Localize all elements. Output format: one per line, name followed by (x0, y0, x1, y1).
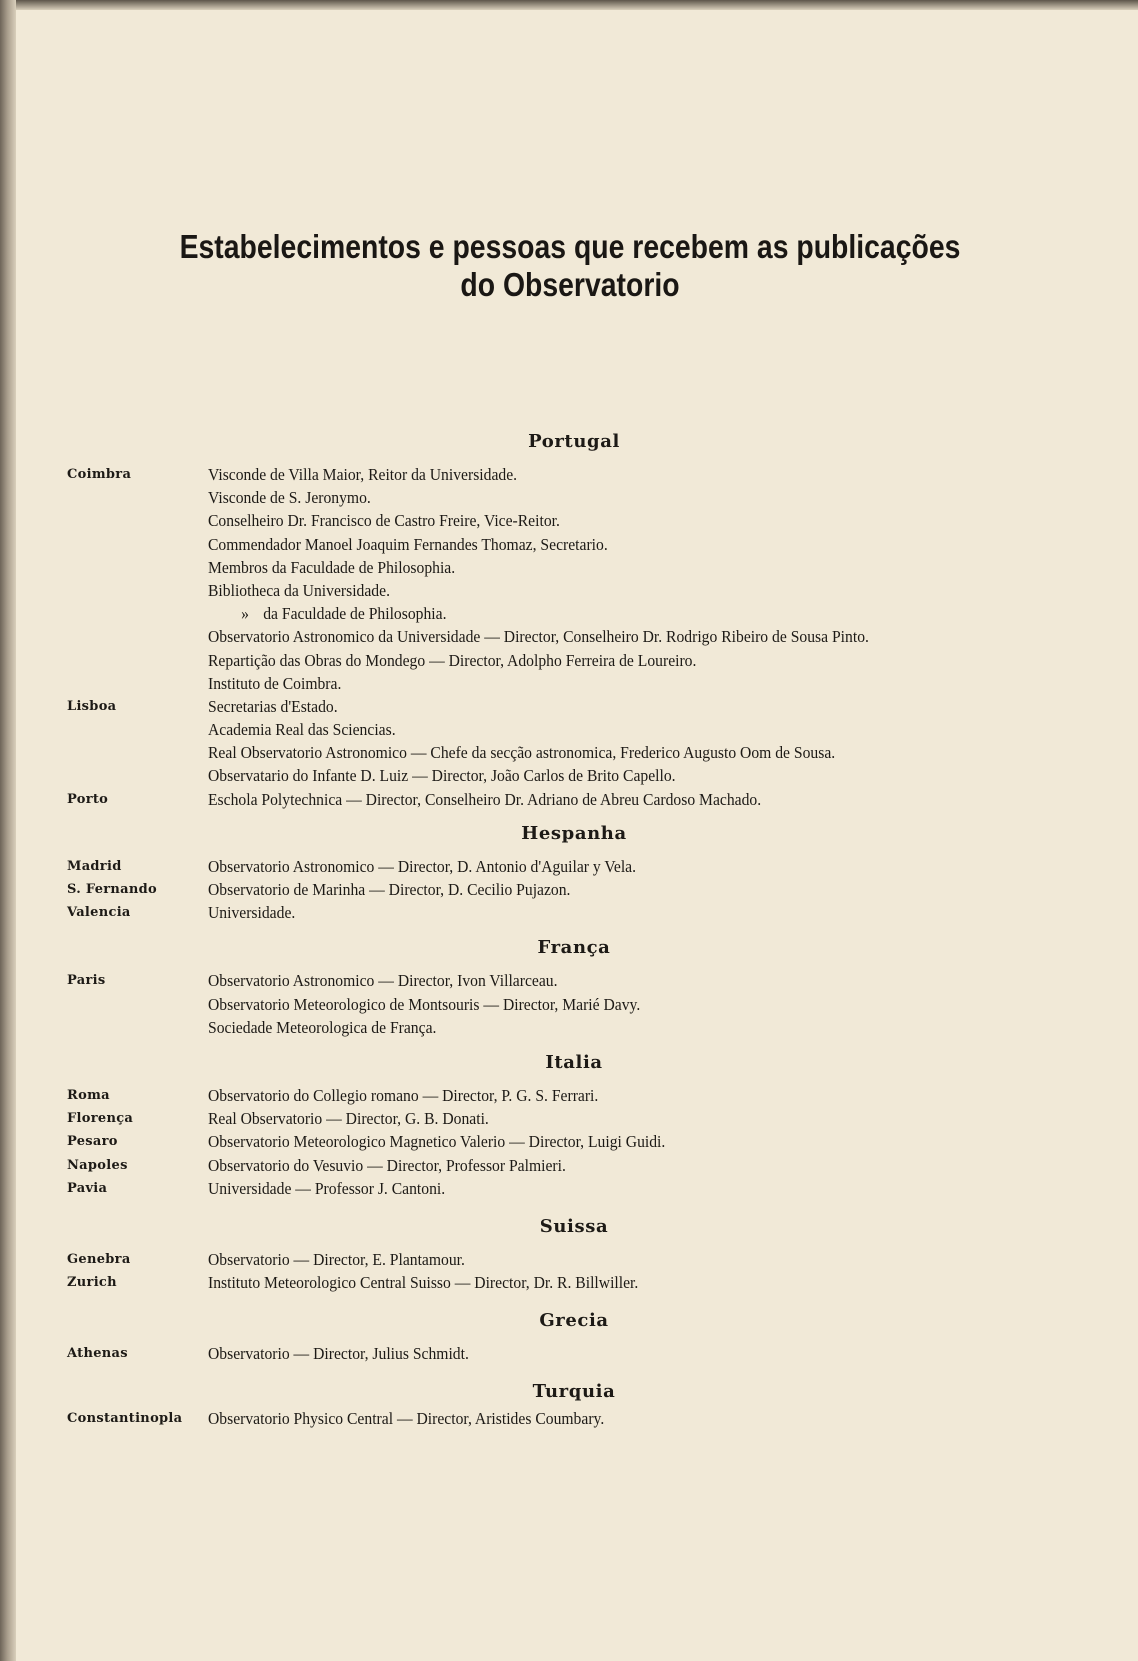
list-item (0, 672, 1138, 695)
list-item (0, 1271, 1138, 1294)
recipient-text: Observatorio — Director, Julius Schmidt. (208, 1344, 469, 1364)
city-label: Pesaro (67, 1134, 118, 1150)
list-item (0, 878, 1138, 901)
recipient-text: Bibliotheca da Universidade. (208, 580, 390, 600)
city-label: Paris (67, 973, 106, 989)
country-section (0, 1051, 1138, 1200)
country-section (0, 822, 1138, 925)
country-section (0, 1215, 1138, 1294)
list-item (0, 649, 1138, 672)
list-item (0, 1107, 1138, 1130)
country-section (0, 430, 1138, 811)
list-item (0, 764, 1138, 787)
country-heading: França (537, 937, 611, 959)
country-section (0, 936, 1138, 1039)
recipient-text: Observatorio — Director, E. Plantamour. (208, 1249, 465, 1269)
recipient-text: Observatorio de Marinha — Director, D. Cecilio Pujazon. (208, 880, 571, 899)
list-item (0, 993, 1138, 1016)
city-label: Genebra (67, 1251, 131, 1267)
recipient-text: Observatario do Infante D. Luiz — Director, João Carlos de Brito Capello. (208, 766, 676, 786)
recipient-text: Membros da Faculdade de Philosophia. (208, 557, 456, 577)
recipient-text: Observatorio Meteorologico de Montsouris — Director, Marié Davy. (208, 994, 641, 1014)
recipient-text: Conselheiro Dr. Francisco de Castro Freire, Vice-Reitor. (208, 511, 560, 531)
list-item (0, 1130, 1138, 1153)
recipient-text: Observatorio do Vesuvio — Director, Professor Palmieri. (208, 1155, 566, 1175)
recipient-text: Eschola Polytechnica — Director, Conselheiro Dr. Adriano de Abreu Cardoso Machado. (208, 789, 762, 809)
city-label: Napoles (67, 1157, 128, 1173)
list-item (0, 1248, 1138, 1271)
country-heading: Italia (545, 1051, 603, 1073)
recipient-text: Visconde de S. Jeronymo. (208, 488, 371, 508)
list-item (0, 855, 1138, 878)
list-item (0, 486, 1138, 509)
country-heading: Grecia (539, 1310, 609, 1332)
city-label: S. Fernando (67, 882, 158, 897)
city-label: Roma (67, 1087, 110, 1103)
recipient-text: Universidade. (208, 903, 296, 923)
recipient-text (208, 602, 447, 625)
city-label: Madrid (67, 858, 122, 874)
recipient-text: Instituto Meteorologico Central Suisso — Director, Dr. R. Billwiller. (208, 1273, 639, 1293)
list-item (0, 969, 1138, 992)
country-heading: Portugal (528, 431, 620, 452)
list-item (0, 463, 1138, 486)
country-section (0, 1309, 1138, 1365)
recipient-text: Academia Real das Sciencias. (208, 720, 396, 740)
list-item (0, 718, 1138, 741)
list-item (0, 788, 1138, 811)
country-heading: Suissa (539, 1215, 609, 1237)
list-item (0, 625, 1138, 648)
city-label: Florença (67, 1111, 134, 1127)
city-label: Zurich (67, 1275, 117, 1291)
recipient-text: Commendador Manoel Joaquim Fernandes Thomaz, Secretario. (208, 534, 608, 554)
recipient-text: Observatorio Astronomico — Director, D. Antonio d'Aguilar y Vela. (208, 856, 637, 876)
list-item (0, 901, 1138, 924)
list-item (0, 1407, 1138, 1430)
recipient-text: Observatorio Physico Central — Director, Aristides Coumbary. (208, 1409, 605, 1429)
ditto-mark: » (241, 604, 249, 624)
city-label: Coimbra (67, 467, 132, 482)
list-item (0, 556, 1138, 579)
country-heading: Turquia (532, 1381, 616, 1403)
recipient-text: Real Observatorio — Director, G. B. Donati. (208, 1109, 489, 1129)
list-item (0, 533, 1138, 556)
recipient-text: Observatorio Astronomico da Universidade — Director, Conselheiro Dr. Rodrigo Ribeiro de Sousa Pinto. (208, 627, 869, 647)
city-label: Athenas (67, 1346, 128, 1362)
recipient-list (0, 430, 1138, 1431)
city-label: Pavia (67, 1180, 108, 1196)
page-top-edge (16, 0, 1138, 10)
recipient-text: Visconde de Villa Maior, Reitor da Universidade. (208, 465, 518, 484)
list-item (0, 1177, 1138, 1200)
list-item (0, 1016, 1138, 1039)
list-item (0, 602, 1138, 625)
list-item (0, 741, 1138, 764)
list-item (0, 1084, 1138, 1107)
recipient-text: Observatorio Astronomico — Director, Ivon Villarceau. (208, 971, 558, 991)
city-label: Porto (67, 791, 109, 807)
recipient-text: Sociedade Meteorologica de França. (208, 1017, 437, 1037)
recipient-text: Instituto de Coimbra. (208, 673, 342, 693)
page-title (131, 228, 1008, 304)
city-label: Constantinopla (67, 1411, 183, 1427)
recipient-text: Observatorio Meteorologico Magnetico Valerio — Director, Luigi Guidi. (208, 1132, 666, 1152)
recipient-text: Observatorio do Collegio romano — Director, P. G. S. Ferrari. (208, 1085, 599, 1105)
list-item (0, 1342, 1138, 1365)
recipient-text: Real Observatorio Astronomico — Chefe da secção astronomica, Frederico Augusto Oom de Sousa. (208, 743, 836, 763)
list-item (0, 579, 1138, 602)
list-item (0, 695, 1138, 718)
list-item (0, 1154, 1138, 1177)
city-label: Lisboa (67, 698, 117, 714)
title-line-1: Estabelecimentos e pessoas que recebem as publicações (179, 228, 961, 265)
recipient-text: Universidade — Professor J. Cantoni. (208, 1178, 446, 1198)
recipient-text: Repartição das Obras do Mondego — Director, Adolpho Ferreira de Loureiro. (208, 650, 697, 670)
recipient-text: Secretarias d'Estado. (208, 696, 338, 716)
country-section (0, 1380, 1138, 1430)
recipient-text-content: da Faculdade de Philosophia. (263, 604, 447, 624)
list-item (0, 509, 1138, 532)
city-label: Valencia (67, 905, 131, 921)
title-line-2: do Observatorio (460, 266, 680, 303)
country-heading: Hespanha (521, 822, 627, 844)
